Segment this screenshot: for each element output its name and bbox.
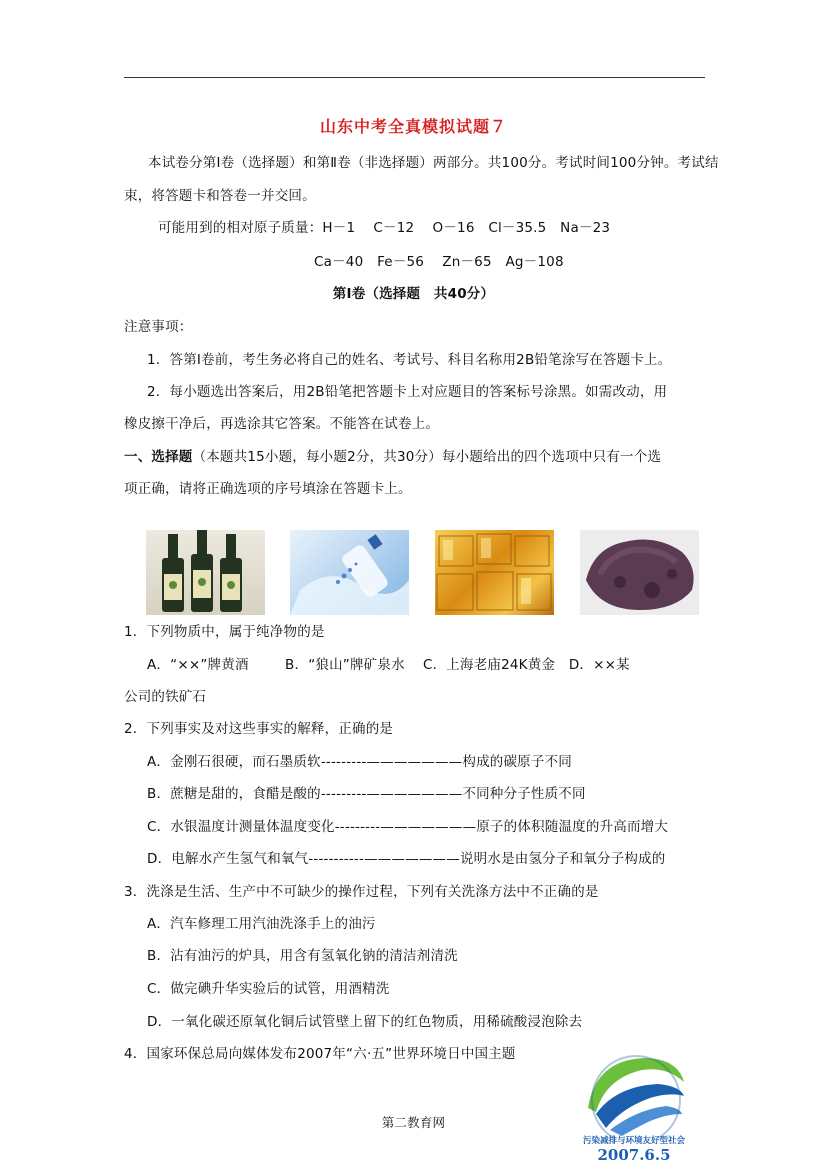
globe-swoosh-icon bbox=[566, 1048, 702, 1138]
q1-options-line-2: 公司的铁矿石 bbox=[124, 689, 207, 705]
logo-date: 2007.6.5 bbox=[597, 1146, 671, 1164]
notice-item-2a: 2．每小题选出答案后，用2B铅笔把答题卡上对应题目的答案标号涂黑。如需改动，用 bbox=[147, 384, 668, 400]
notice-item-2b: 橡皮擦干净后，再选涂其它答案。不能答在试卷上。 bbox=[124, 416, 440, 432]
mineral-water-photo bbox=[290, 530, 409, 615]
q3-option-a: A．汽车修理工用汽油洗涤手上的油污 bbox=[147, 916, 376, 932]
part-intro-line-1 bbox=[124, 445, 661, 465]
iron-ore-photo bbox=[580, 530, 699, 615]
intro-line-1: 本试卷分第Ⅰ卷（选择题）和第Ⅱ卷（非选择题）两部分。共100分。考试时间100分钟。考试结 bbox=[148, 155, 719, 171]
q3-stem: 3．洗涤是生活、生产中不可缺少的操作过程，下列有关洗涤方法中不正确的是 bbox=[124, 884, 599, 900]
logo-caption: 污染减排与环境友好型社会 bbox=[582, 1136, 685, 1146]
environment-day-logo bbox=[566, 1048, 702, 1170]
notice-item-1: 1．答第Ⅰ卷前，考生务必将自己的姓名、考试号、科目名称用2B铅笔涂写在答题卡上。 bbox=[147, 352, 672, 368]
q3-option-d: D．一氧化碳还原氧化铜后试管壁上留下的红色物质，用稀硫酸浸泡除去 bbox=[147, 1014, 583, 1030]
q2-option-a: A．金刚石很硬，而石墨质软---------———————构成的碳原子不同 bbox=[147, 754, 572, 770]
section-heading: 第Ⅰ卷（选择题 共40分） bbox=[332, 286, 495, 302]
notice-label: 注意事项： bbox=[124, 319, 193, 335]
q2-stem: 2．下列事实及对这些事实的解释，正确的是 bbox=[124, 721, 394, 737]
q2-option-b: B．蔗糖是甜的，食醋是酸的---------———————不同种分子性质不同 bbox=[147, 786, 586, 802]
atomic-masses-line-2: Ca－40 Fe－56 Zn－65 Ag－108 bbox=[314, 254, 564, 270]
page-title: 山东中考全真模拟试题７ bbox=[319, 117, 507, 136]
gold-bars-photo bbox=[435, 530, 554, 615]
q3-option-b: B．沾有油污的炉具，用含有氢氧化钠的清洁剂清洗 bbox=[147, 948, 458, 964]
q1-stem: 1．下列物质中，属于纯净物的是 bbox=[124, 624, 325, 640]
q2-option-d: D．电解水产生氢气和氧气-----------———————说明水是由氢分子和氧分子构成的 bbox=[147, 851, 666, 867]
q2-option-c: C．水银温度计测量体温度变化---------———————原子的体积随温度的升高而增大 bbox=[147, 819, 669, 835]
wine-bottles-photo bbox=[146, 530, 265, 615]
atomic-masses-line-1: 可能用到的相对原子质量：H－1 C－12 O－16 Cl－35.5 Na－23 bbox=[158, 220, 611, 236]
q3-option-c: C．做完碘升华实验后的试管，用酒精洗 bbox=[147, 981, 390, 997]
part-intro-line-2: 项正确，请将正确选项的序号填涂在答题卡上。 bbox=[124, 481, 412, 497]
part-title: 一、选择题 bbox=[124, 449, 193, 465]
q1-options-line-1: A．“××”牌黄酒 B．“狼山”牌矿泉水 C．上海老庙24K黄金 D．××某 bbox=[147, 657, 630, 673]
header-rule bbox=[124, 77, 705, 78]
intro-line-2: 束，将答题卡和答卷一并交回。 bbox=[124, 188, 316, 204]
footer-text: 第二教育网 bbox=[381, 1115, 446, 1130]
part-description: （本题共15小题，每小题2分，共30分）每小题给出的四个选项中只有一个选 bbox=[192, 449, 662, 465]
q4-stem: 4．国家环保总局向媒体发布2007年“六·五”世界环境日中国主题 bbox=[124, 1046, 516, 1062]
